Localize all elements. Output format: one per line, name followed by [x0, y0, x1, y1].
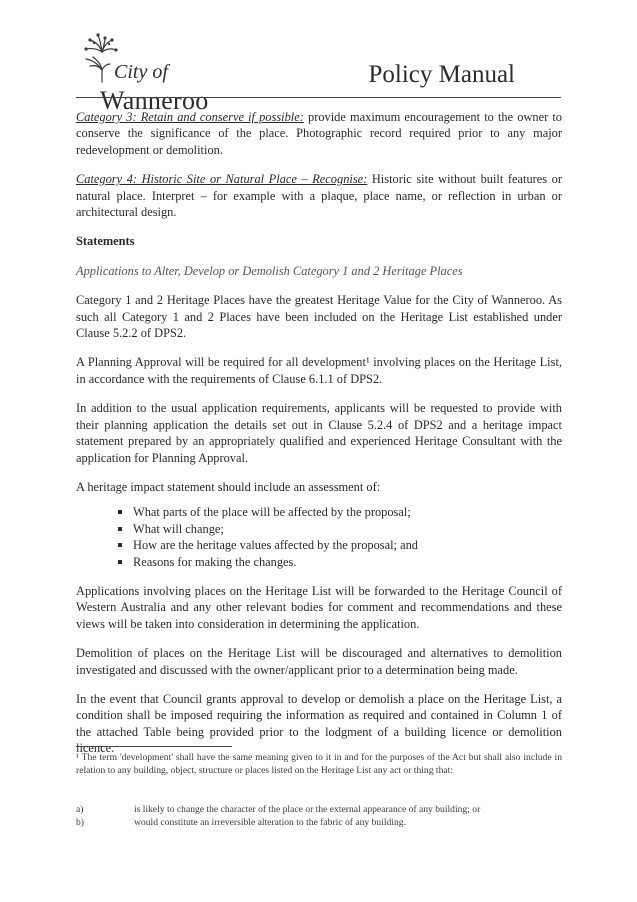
assessment-list [76, 504, 562, 570]
page-title: Policy Manual [368, 61, 515, 88]
footnote-item [76, 804, 562, 817]
paragraph-demolition: Demolition of places on the Heritage List will be discouraged and alternatives to demolition investigated and discussed with the owner/applicant prior to a determination being made. [76, 646, 562, 677]
document-body [76, 109, 562, 770]
header-divider [76, 97, 561, 98]
paragraph-heritage-value: Category 1 and 2 Heritage Places have the greatest Heritage Value for the City of Wanneroo. As such all Category 1 and 2 Places have been included on the Heritage List established under Clause 5.2.2 of DPS2. [76, 293, 562, 341]
footnote-divider [76, 746, 232, 747]
paragraph-impact-statement: A heritage impact statement should include an assessment of: [76, 479, 381, 494]
footnote-item-letter: a) [76, 804, 84, 815]
city-logo [74, 30, 274, 115]
list-item: What will change; [76, 521, 562, 537]
category-4-paragraph [76, 171, 562, 220]
footnote-item-letter: b) [76, 816, 84, 828]
category-4-text: Historic site without built features or natural place. Interpret – for example with a plaque, place name, or reflection in urban or architectural design. [76, 172, 562, 220]
logo-city-text: City of [114, 61, 168, 83]
footnote-item [76, 817, 562, 830]
footnote-text: ¹ The term 'development' shall have the same meaning given to it in and for the purposes of the Act but shall also include in relation to any building, object, structure or places listed on the Heritage List any act or thing that: [76, 752, 562, 776]
paragraph-heritage-council: Applications involving places on the Heritage List will be forwarded to the Heritage Council of Western Australia and any other relevant bodies for comment and recommendations and these views will be taken into consideration in determining the application. [76, 583, 562, 631]
logo-name-text: Wanneroo [100, 86, 209, 115]
list-item: Reasons for making the changes. [76, 554, 562, 570]
statements-heading: Statements [76, 234, 135, 249]
category-3-label: Category 3: Retain and conserve if possible: [76, 110, 304, 124]
footnote-item-text: is likely to change the character of the place or the external appearance of any building; or [134, 804, 481, 815]
category-3-paragraph [76, 109, 562, 158]
applications-subheading: Applications to Alter, Develop or Demolish Category 1 and 2 Heritage Places [76, 263, 463, 278]
footnote-item-text: would constitute an irreversible alteration to the fabric of any building. [134, 816, 407, 828]
list-item: How are the heritage values affected by the proposal; and [76, 537, 562, 553]
paragraph-planning-approval: A Planning Approval will be required for all development¹ involving places on the Heritage List, in accordance with the requirements of Clause 6.1.1 of DPS2. [76, 355, 562, 386]
paragraph-application-requirements: In addition to the usual application requirements, applicants will be requested to provide with their planning application the details set out in Clause 5.2.4 of DPS2 and a heritage impact statement prepared by an appropriately qualified and experienced Heritage Consultant with the application for Planning Approval. [76, 401, 562, 465]
paragraph-council-approval: In the event that Council grants approval to develop or demolish a place on the Heritage List, a condition shall be imposed requiring the information as required and contained in Column 1 of the attached Table being provided prior to the lodgment of a building licence or demolition licence. [76, 691, 562, 756]
category-4-label: Category 4: Historic Site or Natural Place – Recognise: [76, 172, 368, 187]
list-item: What parts of the place will be affected by the proposal; [76, 504, 562, 520]
footnote-items [76, 804, 562, 830]
category-3-text: provide maximum encouragement to the owner to conserve the significance of the place. Photographic record required prior to any major redevelopment or demolition. [76, 110, 562, 157]
